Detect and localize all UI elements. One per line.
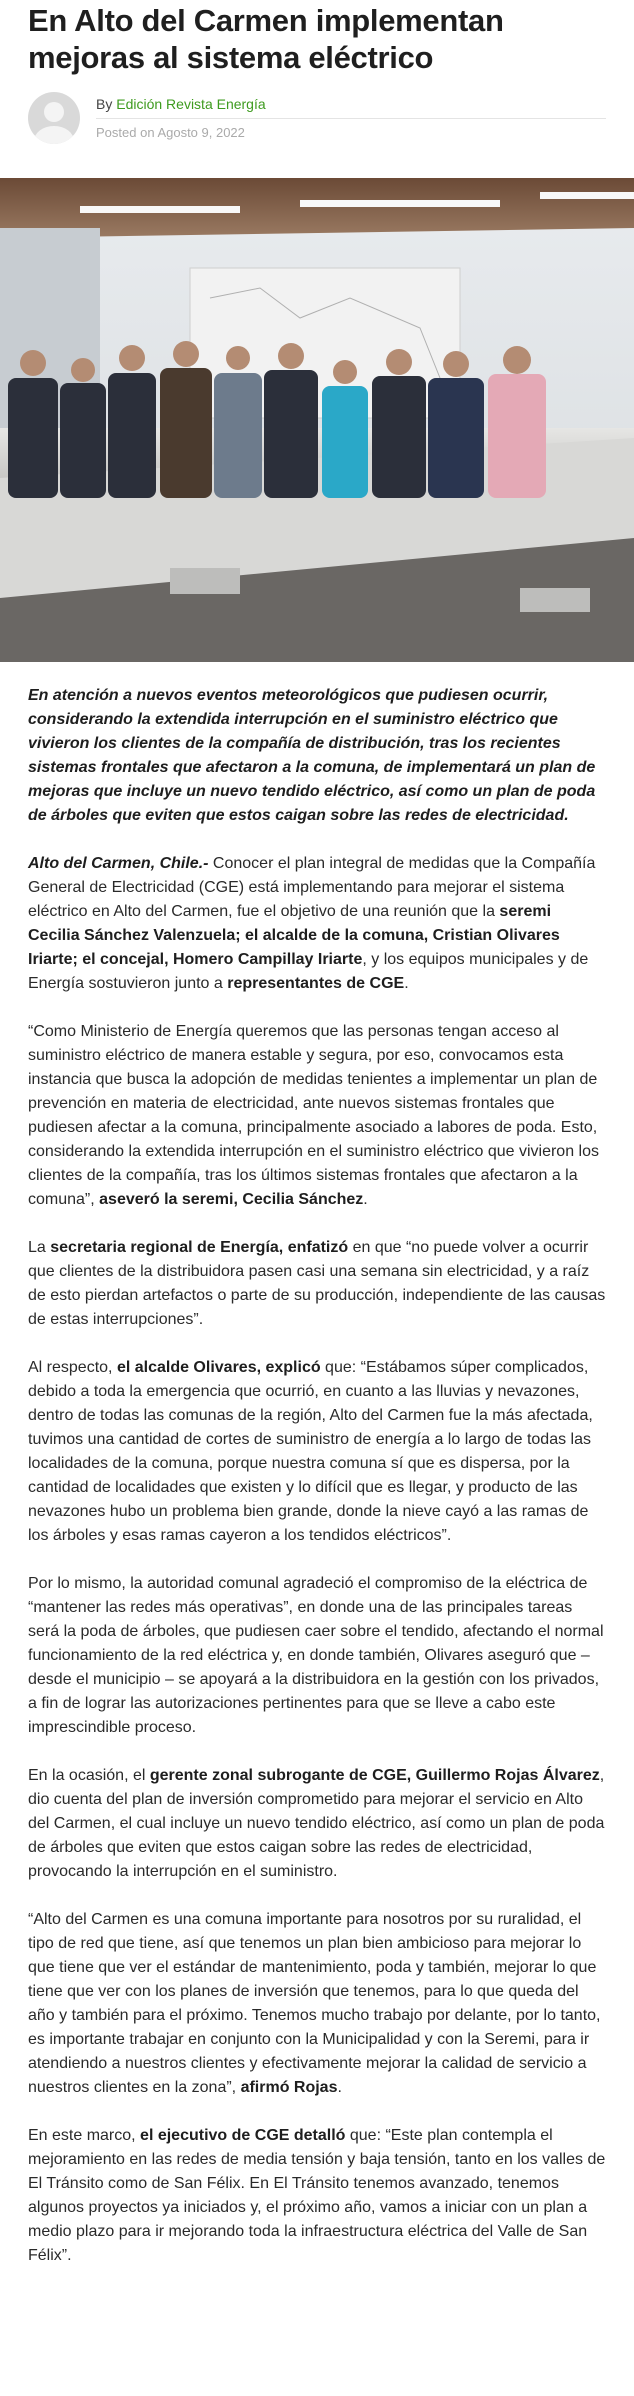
paragraph-bold: gerente zonal subrogante de CGE, Guillermo Rojas Álvarez — [149, 1767, 600, 1784]
paragraph-bold: el alcalde Olivares, explicó — [116, 1359, 321, 1376]
paragraph-text: Al respecto, — [28, 1359, 117, 1376]
article-header — [0, 0, 634, 148]
paragraph-text: En la ocasión, el — [28, 1767, 150, 1784]
author-link[interactable]: Edición Revista Energía — [116, 96, 266, 112]
paragraph-text: . — [337, 2079, 342, 2096]
paragraph-text: . — [363, 1191, 368, 1208]
dateline: Alto del Carmen, Chile.- — [28, 855, 209, 872]
author-line — [96, 96, 606, 119]
paragraph-text: , dio cuenta del plan de inversión comprometido para mejorar el servicio en Alto del Carmen, el cual incluye un nuevo tendido eléctrico, así como un plan de poda de árboles que eviten que estos caigan sobre las redes de electricidad, provocando la interrupción en el suministro. — [28, 1767, 605, 1880]
paragraph-text: en que “no puede volver a ocurrir que clientes de la distribuidora pasen casi una semana sin electricidad, y a raíz de esto pierdan artefactos o parte de su producción, independiente de las causas de estas interrupciones”. — [28, 1239, 606, 1328]
paragraph-bold: el ejecutivo de CGE detalló — [140, 2127, 346, 2144]
paragraph-text: En este marco, — [28, 2127, 141, 2144]
byline — [96, 96, 606, 140]
paragraph-bold: aseveró la seremi, Cecilia Sánchez — [99, 1191, 364, 1208]
article-lead: En atención a nuevos eventos meteorológicos que pudiesen ocurrir, considerando la extendida interrupción en el suministro eléctrico que vivieron los clientes de la compañía de distribución, tras los recientes sistemas frontales que afectaron a la comuna, de implementará un plan de mejoras que incluye un nuevo tendido eléctrico, así como un plan de poda de árboles que eviten que estos caigan sobre las redes de electricidad. — [28, 687, 596, 824]
paragraph-text: . — [404, 975, 409, 992]
article-title: En Alto del Carmen implementan mejoras al sistema eléctrico — [28, 3, 504, 75]
paragraph-bold: afirmó Rojas — [240, 2079, 338, 2096]
paragraph-8 — [28, 2124, 606, 2268]
paragraph-4 — [28, 1356, 606, 1548]
paragraph-text: que: “Estábamos súper complicados, debido a toda la emergencia que ocurrió, en cuanto a las lluvias y nevazones, dentro de todas las comunas de la región, Alto del Carmen fue la más afectada, tuvimos una cantidad de cortes de suministro de energía a lo largo de todas las localidades de la comuna, porque nuestra comuna sí que es dispersa, por la cantidad de localidades que existen y lo difícil que es llegar, y producto de las nevazones hubo un problema bien grande, donde la nieve cayó a las ramas de los árboles y esas ramas cayeron a los tendidos eléctricos”. — [28, 1359, 593, 1544]
default-user-avatar-icon — [28, 92, 80, 144]
paragraph-bold: representantes de CGE — [227, 975, 405, 992]
article-body — [0, 684, 634, 2268]
article-meta — [28, 88, 606, 148]
paragraph-1 — [28, 852, 606, 996]
post-date: Posted on Agosto 9, 2022 — [96, 125, 245, 140]
paragraph-2 — [28, 1020, 606, 1212]
paragraph-bold: seremi Cecilia Sánchez Valenzuela; el alcalde de la comuna, Cristian Olivares Iriarte; el concejal, Homero Campillay Iriarte — [28, 903, 560, 968]
paragraph-text: “Como Ministerio de Energía queremos que las personas tengan acceso al suministro eléctrico de manera estable y segura, por eso, convocamos esta instancia que busca la adopción de medidas tenientes a implementar un plan de prevención en materia de electricidad, ante nuevos sistemas frontales que pudiesen afectar a la comuna, principalmente asociado a labores de poda. Esto, considerando la extendida interrupción en el suministro eléctrico que vivieron los clientes de la compañía, tras los últimos sistemas frontales que afectaron a la comuna”, — [28, 1023, 599, 1208]
paragraph-7 — [28, 1908, 606, 2100]
paragraph-text: La — [28, 1239, 51, 1256]
paragraph-5: Por lo mismo, la autoridad comunal agradeció el compromiso de la eléctrica de “mantener las redes más operativas”, en donde una de las principales tareas será la poda de árboles, que pudiesen caer sobre el tendido, afectando el normal funcionamiento de la red eléctrica y, en donde también, Olivares aseguró que – desde el municipio – se apoyará a la distribuidora en la gestión con los privados, a fin de lograr las autorizaciones pertinentes para que se lleve a cabo este imprescindible proceso. — [28, 1575, 604, 1736]
paragraph-text: que: “Este plan contempla el mejoramiento en las redes de media tensión y baja tensión, tanto en los valles de El Tránsito como de San Félix. En El Tránsito tenemos avanzado, tenemos algunos proyectos ya iniciados y, el próximo año, vamos a iniciar con un plan a medio plazo para ir mejorando toda la infraestructura eléctrica del Valle de San Félix”. — [28, 2127, 606, 2264]
paragraph-text: Conocer el plan integral de medidas que la Compañía General de Electricidad (CGE) está implementando para mejorar el sistema eléctrico en Alto del Carmen, fue el objetivo de una reunión que la — [28, 855, 596, 920]
paragraph-3 — [28, 1236, 606, 1332]
paragraph-bold: secretaria regional de Energía, enfatizó — [50, 1239, 349, 1256]
meeting-group-photo — [0, 178, 634, 662]
paragraph-6 — [28, 1764, 606, 1884]
by-prefix: By — [96, 96, 113, 112]
paragraph-text: “Alto del Carmen es una comuna importante para nosotros por su ruralidad, el tipo de red que tiene, así que tenemos un plan bien ambicioso para mejorar lo que tiene que ver el estándar de mantenimiento, poda y también, mejorar lo que tiene que ver con los planes de inversión que tenemos, para lo que queda del año y también para el próximo. Tenemos mucho trabajo por delante, por lo tanto, es importante trabajar en conjunto con la Municipalidad y con la Seremi, para ir atendiendo a nuestros clientes y efectivamente mejorar la calidad de servicio a nuestros clientes en la zona”, — [28, 1911, 601, 2096]
paragraph-text: , y los equipos municipales y de Energía sostuvieron junto a — [28, 951, 589, 992]
